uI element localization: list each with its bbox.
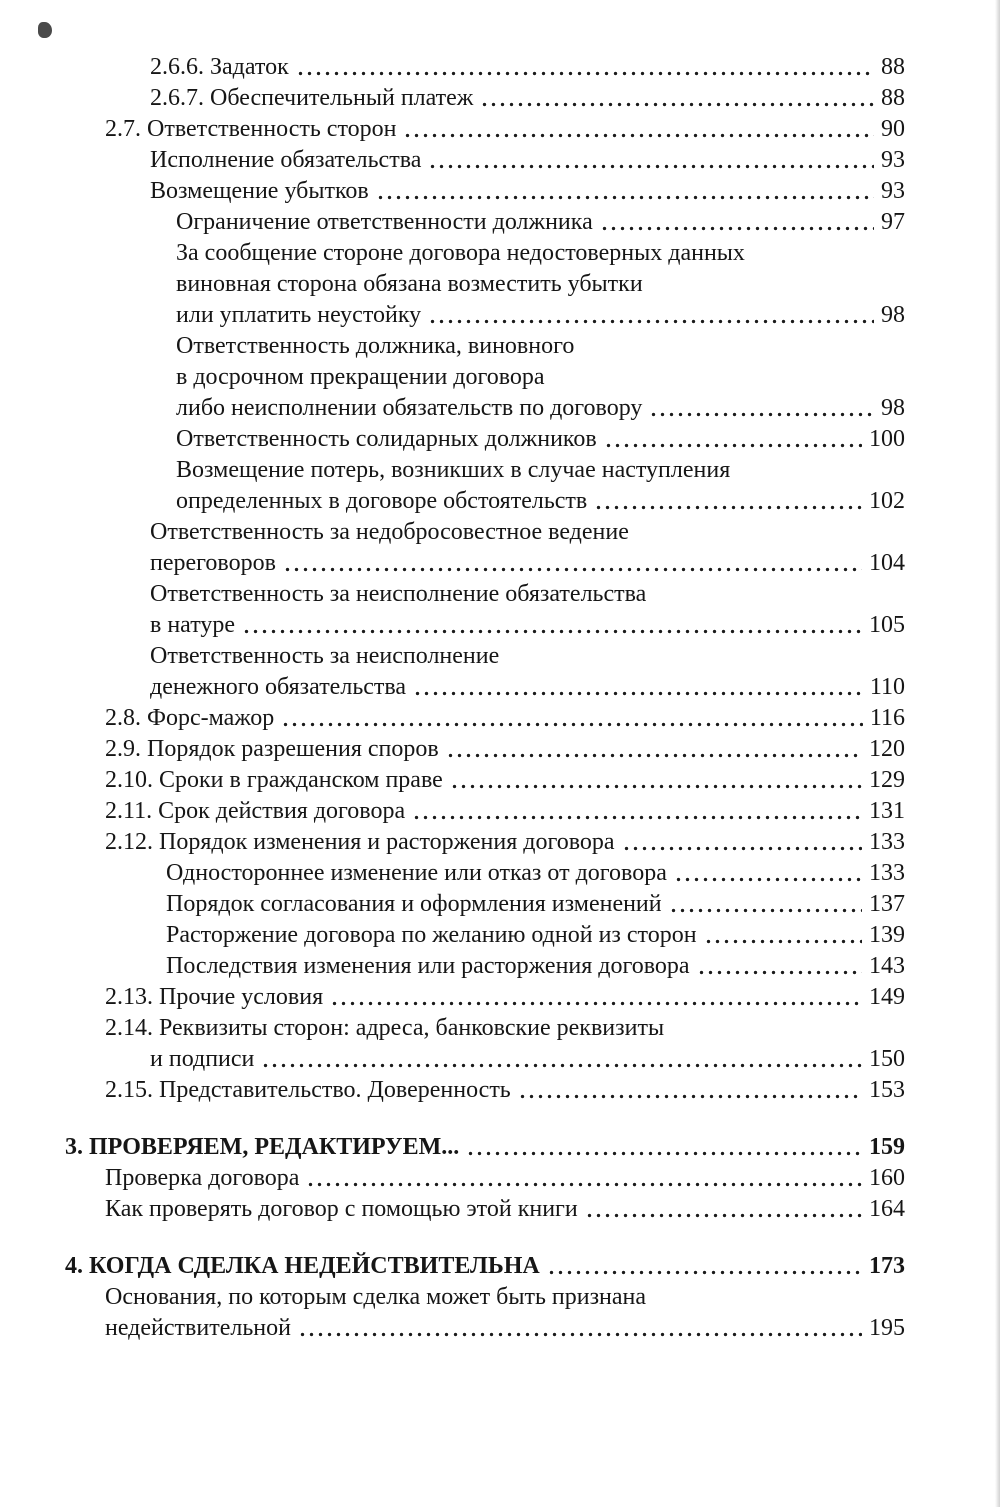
toc-page-number: 139 xyxy=(869,922,905,948)
dot-leader xyxy=(450,765,862,796)
dot-leader xyxy=(281,703,863,734)
dot-leader xyxy=(403,114,874,145)
toc-page-number: 153 xyxy=(869,1077,905,1103)
toc-entry-title: недействительной xyxy=(105,1315,291,1341)
dot-leader xyxy=(704,920,862,951)
toc-page-number: 195 xyxy=(869,1315,905,1341)
toc-page-number: 110 xyxy=(869,674,905,700)
toc-entry-title-line: Ответственность за неисполнение обязательства xyxy=(150,581,647,607)
toc-entry xyxy=(0,765,905,796)
dot-leader xyxy=(585,1194,862,1225)
toc-entry xyxy=(0,703,905,734)
toc-entry-title: 2.12. Порядок изменения и расторжения договора xyxy=(105,829,615,855)
toc-entry-title-line: Ответственность за недобросовестное ведение xyxy=(150,519,629,545)
toc-entry-title-line: Возмещение потерь, возникших в случае наступления xyxy=(176,457,731,483)
toc-entry-title-line: За сообщение стороне договора недостоверных данных xyxy=(176,240,745,266)
dot-leader xyxy=(697,951,862,982)
toc-entry xyxy=(0,579,905,641)
toc-page-number: 143 xyxy=(869,953,905,979)
toc-entry-title: в натуре xyxy=(150,612,236,638)
toc-entry-title: Одностороннее изменение или отказ от договора xyxy=(166,860,667,886)
dot-leader xyxy=(594,486,862,517)
toc-entry xyxy=(0,641,905,703)
toc-page-number: 93 xyxy=(881,147,905,173)
toc-page-number: 105 xyxy=(869,612,905,638)
toc-entry-title: определенных в договоре обстоятельств xyxy=(176,488,588,514)
toc-entry-title: 2.6.6. Задаток xyxy=(150,54,289,80)
toc-entry xyxy=(0,1163,905,1194)
dot-leader xyxy=(518,1075,862,1106)
toc-entry xyxy=(0,951,905,982)
dot-leader xyxy=(674,858,862,889)
toc-page-number: 133 xyxy=(869,860,905,886)
toc-entry-title: 2.9. Порядок разрешения споров xyxy=(105,736,439,762)
toc-entry-title: Порядок согласования и оформления изменений xyxy=(166,891,662,917)
dot-leader xyxy=(376,176,874,207)
dot-leader xyxy=(242,610,862,641)
toc-entry xyxy=(0,1194,905,1225)
toc-entry xyxy=(0,176,905,207)
toc-entry xyxy=(0,1251,905,1282)
toc-page-number: 164 xyxy=(869,1196,905,1222)
toc-entry xyxy=(0,734,905,765)
toc-entry xyxy=(0,83,905,114)
dot-leader xyxy=(604,424,862,455)
toc-entry-title: Ответственность солидарных должников xyxy=(176,426,597,452)
toc-page-number: 131 xyxy=(869,798,905,824)
toc-entry xyxy=(0,827,905,858)
toc-entry-title-line: в досрочном прекращении договора xyxy=(176,364,545,390)
toc-page-number: 150 xyxy=(869,1046,905,1072)
toc-page-number: 159 xyxy=(869,1134,905,1160)
toc-entry-title: Расторжение договора по желанию одной из сторон xyxy=(166,922,697,948)
toc-page-number: 173 xyxy=(869,1253,905,1279)
toc-entry-title-line: Основания, по которым сделка может быть признана xyxy=(105,1284,647,1310)
toc-entry xyxy=(0,889,905,920)
dot-leader xyxy=(547,1251,862,1282)
toc-page-number: 90 xyxy=(881,116,905,142)
toc-entry xyxy=(0,982,905,1013)
toc-entry xyxy=(0,920,905,951)
toc-entry-title-line: виновная сторона обязана возместить убытки xyxy=(176,271,643,297)
toc-entry-title: 2.10. Сроки в гражданском праве xyxy=(105,767,443,793)
toc-page-number: 100 xyxy=(869,426,905,452)
dot-leader xyxy=(669,889,862,920)
toc-entry-title: денежного обязательства xyxy=(150,674,407,700)
toc-page-number: 129 xyxy=(869,767,905,793)
dot-leader xyxy=(296,52,874,83)
toc-entry xyxy=(0,238,905,331)
dot-leader xyxy=(428,145,874,176)
toc-page-number: 137 xyxy=(869,891,905,917)
toc-entry-title: и подписи xyxy=(150,1046,255,1072)
toc-page-number: 98 xyxy=(881,302,905,328)
toc-entry-title: Ограничение ответственности должника xyxy=(176,209,593,235)
toc-page-number: 97 xyxy=(881,209,905,235)
toc-entry xyxy=(0,1132,905,1163)
toc-page-number: 120 xyxy=(869,736,905,762)
toc-entry-title: 2.7. Ответственность сторон xyxy=(105,116,397,142)
page-edge-shadow xyxy=(995,0,1000,1507)
toc-entry-title-line: Ответственность должника, виновного xyxy=(176,333,575,359)
toc-entry-title-line: 2.14. Реквизиты сторон: адреса, банковские реквизиты xyxy=(105,1015,665,1041)
toc-entry xyxy=(0,796,905,827)
toc-entry-title: Исполнение обязательства xyxy=(150,147,422,173)
toc-entry-title: 2.8. Форс-мажор xyxy=(105,705,275,731)
toc-entry-title: 2.13. Прочие условия xyxy=(105,984,324,1010)
toc-entry xyxy=(0,207,905,238)
toc-entry-title: Последствия изменения или расторжения договора xyxy=(166,953,690,979)
toc-entry-title: переговоров xyxy=(150,550,276,576)
toc-entry xyxy=(0,1013,905,1075)
toc-page-number: 149 xyxy=(869,984,905,1010)
toc-entry xyxy=(0,424,905,455)
toc-entry-title: 2.15. Представительство. Доверенность xyxy=(105,1077,511,1103)
toc-page-number: 102 xyxy=(869,488,905,514)
toc-page-number: 98 xyxy=(881,395,905,421)
toc-page-number: 88 xyxy=(881,54,905,80)
dot-leader xyxy=(428,300,874,331)
dot-leader xyxy=(298,1313,862,1344)
scan-artifact xyxy=(38,22,52,38)
toc-entry xyxy=(0,858,905,889)
toc-page-number: 160 xyxy=(869,1165,905,1191)
dot-leader xyxy=(649,393,874,424)
dot-leader xyxy=(283,548,862,579)
toc-entry xyxy=(0,145,905,176)
toc-entry-title: Как проверять договор с помощью этой книги xyxy=(105,1196,578,1222)
toc-entry-title: Возмещение убытков xyxy=(150,178,369,204)
dot-leader xyxy=(466,1132,862,1163)
toc-entry-title: или уплатить неустойку xyxy=(176,302,422,328)
toc-entry-title: 3. ПРОВЕРЯЕМ, РЕДАКТИРУЕМ... xyxy=(65,1134,460,1160)
toc-page-number: 116 xyxy=(869,705,905,731)
toc-entry-title: 2.11. Срок действия договора xyxy=(105,798,406,824)
dot-leader xyxy=(413,672,863,703)
toc-entry-title-line: Ответственность за неисполнение xyxy=(150,643,500,669)
toc-list xyxy=(0,52,905,1344)
dot-leader xyxy=(330,982,862,1013)
toc-page-number: 104 xyxy=(869,550,905,576)
toc-page-number: 133 xyxy=(869,829,905,855)
toc-entry-title: либо неисполнении обязательств по договору xyxy=(176,395,643,421)
toc-page-number: 88 xyxy=(881,85,905,111)
toc-entry xyxy=(0,331,905,424)
toc-entry xyxy=(0,52,905,83)
toc-entry xyxy=(0,455,905,517)
dot-leader xyxy=(622,827,862,858)
dot-leader xyxy=(261,1044,862,1075)
toc-entry-title: 4. КОГДА СДЕЛКА НЕДЕЙСТВИТЕЛЬНА xyxy=(65,1253,540,1279)
toc-entry-title: 2.6.7. Обеспечительный платеж xyxy=(150,85,474,111)
dot-leader xyxy=(446,734,862,765)
dot-leader xyxy=(306,1163,862,1194)
toc-entry xyxy=(0,517,905,579)
toc-entry xyxy=(0,1075,905,1106)
dot-leader xyxy=(412,796,862,827)
toc-entry xyxy=(0,1282,905,1344)
toc-page-number: 93 xyxy=(881,178,905,204)
dot-leader xyxy=(480,83,874,114)
toc-entry-title: Проверка договора xyxy=(105,1165,300,1191)
toc-entry xyxy=(0,114,905,145)
dot-leader xyxy=(600,207,874,238)
